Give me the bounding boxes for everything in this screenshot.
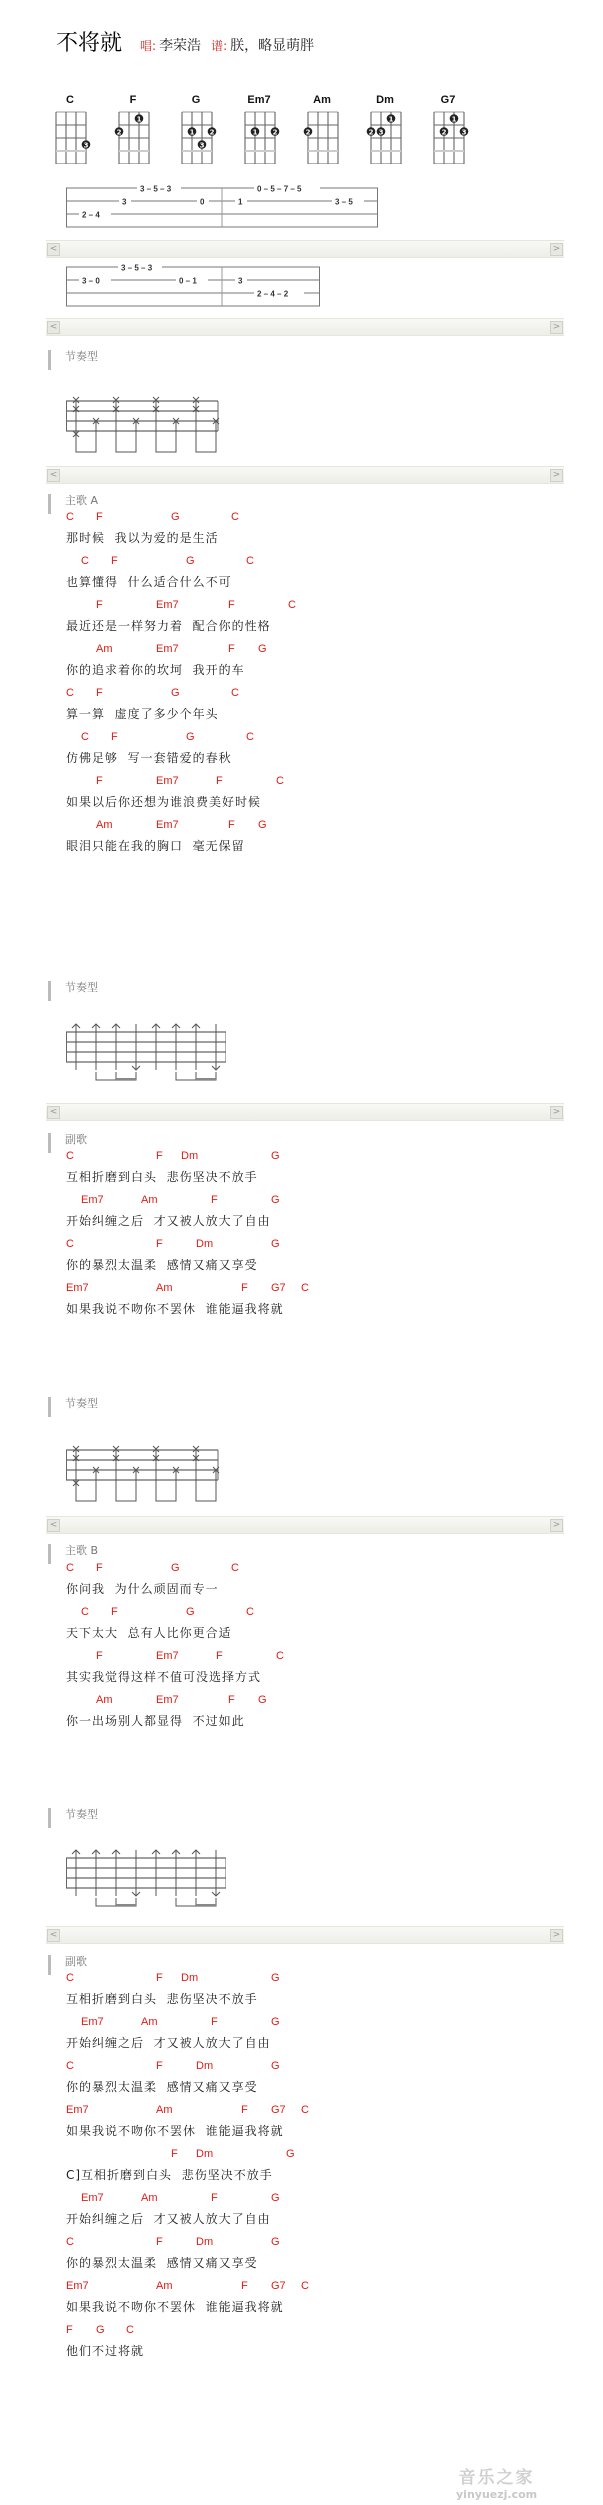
chord-am[interactable]: Am	[141, 2016, 158, 2028]
svg-text:0 – 5 – 7 – 5: 0 – 5 – 7 – 5	[257, 184, 302, 194]
chord-f[interactable]: F	[216, 1650, 223, 1662]
chord-g7[interactable]: G7	[271, 2104, 286, 2116]
chord-f[interactable]: F	[156, 1238, 163, 1250]
chord-line	[66, 775, 586, 793]
chord-line	[66, 687, 586, 705]
chord-line	[66, 1282, 586, 1300]
chord-g[interactable]: G	[271, 2016, 280, 2028]
chord-f[interactable]: F	[211, 1194, 218, 1206]
chord-am[interactable]: Am	[141, 1194, 158, 1206]
scroll-right-button[interactable]: >	[550, 469, 563, 482]
rhythm-pattern-strum	[66, 1022, 226, 1094]
chord-line	[66, 1972, 586, 1990]
chord-f[interactable]: F	[96, 687, 103, 699]
watermark-url: yinyuezj.com	[456, 2488, 538, 2501]
chord-f[interactable]: F	[96, 511, 103, 523]
chord-g7[interactable]: G7	[271, 2280, 286, 2292]
chord-em7[interactable]: Em7	[156, 775, 179, 787]
chord-name: G7	[440, 94, 456, 106]
rhythm-pattern-strum	[66, 1848, 226, 1920]
chord-c[interactable]: C	[288, 599, 296, 611]
chord-f[interactable]: F	[228, 1694, 235, 1706]
horizontal-scrollbar[interactable]	[46, 318, 564, 336]
chord-em7[interactable]: Em7	[66, 2104, 89, 2116]
chord-g[interactable]: G	[186, 555, 195, 567]
chord-line	[66, 1194, 586, 1212]
chord-c[interactable]: C	[246, 731, 254, 743]
horizontal-scrollbar[interactable]	[46, 240, 564, 258]
svg-text:3: 3	[461, 128, 467, 137]
chord-c[interactable]: C	[276, 775, 284, 787]
chord-em7[interactable]: Em7	[81, 1194, 104, 1206]
svg-text:2: 2	[305, 128, 311, 137]
svg-text:2 – 4 – 2: 2 – 4 – 2	[257, 289, 289, 299]
lyric-line: 眼泪只能在我的胸口 毫无保留	[66, 839, 245, 853]
scroll-right-button[interactable]: >	[550, 1519, 563, 1532]
chord-g[interactable]: G	[171, 511, 180, 523]
chord-dm[interactable]: Dm	[196, 2148, 214, 2160]
chord-line	[66, 1650, 586, 1668]
song-title: 不将就	[56, 31, 123, 56]
chord-line	[66, 599, 586, 617]
chord-g[interactable]: G	[186, 731, 195, 743]
svg-text:2: 2	[272, 128, 278, 137]
lyric-line: 开始纠缠之后 才又被人放大了自由	[66, 1214, 271, 1228]
tab-staff-2	[66, 263, 336, 307]
svg-text:3 – 5: 3 – 5	[335, 197, 353, 207]
singer-name[interactable]: 李荣浩	[159, 38, 202, 54]
scroll-left-button[interactable]: <	[47, 469, 60, 482]
chord-g[interactable]: G	[271, 1194, 280, 1206]
lyric-line: C]互相折磨到白头 悲伤坚决不放手	[66, 2168, 273, 2182]
chord-g[interactable]: G	[271, 1238, 280, 1250]
section-chorus-2: 副歌	[48, 1955, 87, 1975]
chord-c[interactable]: C	[246, 1606, 254, 1618]
chord-diagram-c	[50, 94, 90, 150]
scroll-left-button[interactable]: <	[47, 1106, 60, 1119]
chord-f[interactable]: F	[211, 2016, 218, 2028]
chord-g[interactable]: G	[271, 1150, 280, 1162]
horizontal-scrollbar[interactable]	[46, 1103, 564, 1121]
scroll-left-button[interactable]: <	[47, 1929, 60, 1942]
chorus-2-lyrics	[66, 1972, 586, 2368]
chord-f[interactable]: F	[241, 1282, 248, 1294]
svg-text:3 – 0: 3 – 0	[82, 276, 100, 286]
chord-line	[66, 731, 586, 749]
chord-f[interactable]: F	[96, 1650, 103, 1662]
chord-line	[66, 1150, 586, 1168]
chord-f[interactable]: F	[156, 1150, 163, 1162]
chord-c[interactable]: C	[81, 555, 89, 567]
chord-grid	[302, 108, 346, 164]
chord-line	[66, 2280, 586, 2298]
chord-dm[interactable]: Dm	[196, 2060, 214, 2072]
chord-g[interactable]: G	[271, 2192, 280, 2204]
chord-g[interactable]: G	[286, 2148, 295, 2160]
svg-text:2: 2	[368, 128, 374, 137]
chord-f[interactable]: F	[96, 1562, 103, 1574]
chord-am[interactable]: Am	[156, 2280, 173, 2292]
chord-name: Dm	[376, 94, 394, 106]
svg-text:1: 1	[451, 115, 457, 124]
svg-text:3: 3	[238, 276, 243, 286]
lyric-line: 仿佛足够 写一套错爱的春秋	[66, 751, 232, 765]
lyric-line: 他们不过将就	[66, 2344, 145, 2358]
chord-g7[interactable]: G7	[271, 1282, 286, 1294]
chord-em7[interactable]: Em7	[66, 2280, 89, 2292]
chord-f[interactable]: F	[96, 775, 103, 787]
chord-g[interactable]: G	[258, 643, 267, 655]
chord-em7[interactable]: Em7	[156, 1694, 179, 1706]
chord-dm[interactable]: Dm	[196, 2236, 214, 2248]
chord-em7[interactable]: Em7	[156, 1650, 179, 1662]
horizontal-scrollbar[interactable]	[46, 1516, 564, 1534]
section-rhythm-3: 节奏型	[48, 1397, 98, 1417]
chord-em7[interactable]: Em7	[156, 643, 179, 655]
chord-diagram-f	[113, 94, 153, 137]
chord-c[interactable]: C	[231, 511, 239, 523]
chord-c[interactable]: C	[301, 2280, 309, 2292]
chord-am[interactable]: Am	[141, 2192, 158, 2204]
chord-c[interactable]: C	[301, 2104, 309, 2116]
lyric-line: 如果我说不吻你不罢休 谁能逼我将就	[66, 2124, 284, 2138]
chord-line	[66, 2148, 586, 2166]
svg-text:0 – 1: 0 – 1	[179, 276, 197, 286]
chord-name: C	[66, 94, 74, 106]
watermark-cn: 音乐之家	[458, 2468, 535, 2488]
lyric-line: 互相折磨到白头 悲伤坚决不放手	[66, 1992, 258, 2006]
singer-label: 唱:	[140, 39, 157, 53]
chord-diagram-em7	[239, 94, 279, 137]
chord-f[interactable]: F	[241, 2280, 248, 2292]
chord-grid	[176, 108, 220, 164]
svg-text:3: 3	[122, 197, 127, 207]
svg-text:3: 3	[378, 128, 384, 137]
chord-g[interactable]: G	[258, 1694, 267, 1706]
chord-am[interactable]: Am	[96, 643, 113, 655]
chord-name: G	[191, 94, 201, 106]
lyric-line: 也算懂得 什么适合什么不可	[66, 575, 232, 589]
lyric-line: 你的暴烈太温柔 感情又痛又享受	[66, 2080, 258, 2094]
section-verse-b: 主歌 B	[48, 1544, 98, 1564]
chord-grid	[428, 108, 472, 164]
chord-f[interactable]: F	[171, 2148, 178, 2160]
chord-dm[interactable]: Dm	[196, 1238, 214, 1250]
chord-diagram-am	[302, 94, 342, 137]
tabber-label: 谱:	[211, 39, 228, 53]
svg-text:2: 2	[116, 128, 122, 137]
lyric-line: 你一出场别人都显得 不过如此	[66, 1714, 245, 1728]
tab-staff-1	[66, 184, 386, 228]
site-watermark	[456, 2463, 537, 2501]
lyric-line: 你的追求着你的坎坷 我开的车	[66, 663, 245, 677]
scroll-left-button[interactable]: <	[47, 1519, 60, 1532]
chord-am[interactable]: Am	[156, 2104, 173, 2116]
lyric-line: 你的暴烈太温柔 感情又痛又享受	[66, 1258, 258, 1272]
chord-c[interactable]: C	[231, 1562, 239, 1574]
scroll-right-button[interactable]: >	[550, 1106, 563, 1119]
chord-f[interactable]: F	[156, 2060, 163, 2072]
chord-em7[interactable]: Em7	[81, 2192, 104, 2204]
chord-am[interactable]: Am	[96, 1694, 113, 1706]
scroll-right-button[interactable]: >	[550, 321, 563, 334]
chord-c[interactable]: C	[246, 555, 254, 567]
chord-em7[interactable]: Em7	[156, 599, 179, 611]
svg-text:0: 0	[200, 197, 205, 207]
tabber-name[interactable]: 朕，略显萌胖	[230, 38, 315, 54]
song-header	[56, 26, 324, 57]
chord-am[interactable]: Am	[96, 819, 113, 831]
chorus-1-lyrics	[66, 1150, 586, 1326]
chord-grid	[239, 108, 283, 164]
lyric-line: 你问我 为什么顽固而专一	[66, 1582, 219, 1596]
scroll-right-button[interactable]: >	[550, 1929, 563, 1942]
chord-c[interactable]: C	[66, 1562, 74, 1574]
rhythm-pattern-pluck	[66, 1444, 226, 1502]
chord-grid	[50, 108, 94, 164]
chord-g[interactable]: G	[186, 1606, 195, 1618]
chord-c[interactable]: C	[276, 1650, 284, 1662]
svg-text:3: 3	[199, 141, 205, 150]
chord-g[interactable]: G	[271, 2236, 280, 2248]
section-verse-a: 主歌 A	[48, 494, 98, 514]
chord-line	[66, 1606, 586, 1624]
scroll-right-button[interactable]: >	[550, 243, 563, 256]
chord-c[interactable]: C	[231, 687, 239, 699]
chord-em7[interactable]: Em7	[156, 819, 179, 831]
lyric-line: 那时候 我以为爱的是生活	[66, 531, 219, 545]
lyric-line: 如果我说不吻你不罢休 谁能逼我将就	[66, 2300, 284, 2314]
lyric-line: 最近还是一样努力着 配合你的性格	[66, 619, 271, 633]
chord-f[interactable]: F	[66, 2324, 73, 2336]
lyric-line: 你的暴烈太温柔 感情又痛又享受	[66, 2256, 258, 2270]
chord-line	[66, 2104, 586, 2122]
scroll-left-button[interactable]: <	[47, 243, 60, 256]
chord-c[interactable]: C	[66, 1972, 74, 1984]
svg-text:2 – 4: 2 – 4	[82, 210, 100, 220]
chord-c[interactable]: C	[126, 2324, 134, 2336]
chord-f[interactable]: F	[241, 2104, 248, 2116]
lyric-line: 开始纠缠之后 才又被人放大了自由	[66, 2212, 271, 2226]
lyric-line: 开始纠缠之后 才又被人放大了自由	[66, 2036, 271, 2050]
chord-f[interactable]: F	[156, 1972, 163, 1984]
chord-line	[66, 819, 586, 837]
section-chorus-1: 副歌	[48, 1133, 87, 1153]
scroll-left-button[interactable]: <	[47, 321, 60, 334]
chord-g[interactable]: G	[96, 2324, 105, 2336]
chord-diagram-g7	[428, 94, 468, 137]
chord-line	[66, 1694, 586, 1712]
chord-line	[66, 2192, 586, 2210]
lyric-line: 算一算 虚度了多少个年头	[66, 707, 219, 721]
svg-text:1: 1	[136, 115, 142, 124]
chord-c[interactable]: C	[66, 2236, 74, 2248]
chord-c[interactable]: C	[81, 1606, 89, 1618]
chord-g[interactable]: G	[271, 1972, 280, 1984]
svg-text:2: 2	[441, 128, 447, 137]
chord-g[interactable]: G	[171, 687, 180, 699]
chord-am[interactable]: Am	[156, 1282, 173, 1294]
chord-line	[66, 2060, 586, 2078]
svg-text:1: 1	[189, 128, 195, 137]
section-rhythm-2: 节奏型	[48, 981, 98, 1001]
chord-f[interactable]: F	[111, 731, 118, 743]
chord-name: F	[129, 94, 137, 106]
chord-c[interactable]: C	[66, 687, 74, 699]
section-rhythm-1: 节奏型	[48, 350, 98, 370]
chord-f[interactable]: F	[211, 2192, 218, 2204]
chord-diagram-g	[176, 94, 216, 150]
chord-f[interactable]: F	[228, 643, 235, 655]
svg-text:3 – 5 – 3: 3 – 5 – 3	[140, 184, 172, 194]
chord-grid	[365, 108, 409, 164]
chord-f[interactable]: F	[216, 775, 223, 787]
chord-diagram-dm	[365, 94, 405, 137]
lyric-line: 互相折磨到白头 悲伤坚决不放手	[66, 1170, 258, 1184]
verse-b-lyrics	[66, 1562, 586, 1738]
chord-line	[66, 2324, 586, 2342]
svg-text:3: 3	[83, 141, 89, 150]
horizontal-scrollbar[interactable]	[46, 466, 564, 484]
chord-f[interactable]: F	[156, 2236, 163, 2248]
lyric-line: 天下太大 总有人比你更合适	[66, 1626, 232, 1640]
verse-a-lyrics	[66, 511, 586, 863]
chord-f[interactable]: F	[228, 819, 235, 831]
chord-f[interactable]: F	[111, 1606, 118, 1618]
chord-line	[66, 643, 586, 661]
chord-c[interactable]: C	[66, 1238, 74, 1250]
lyric-line: 其实我觉得这样不值可没选择方式	[66, 1670, 262, 1684]
svg-text:2: 2	[209, 128, 215, 137]
chord-line	[66, 555, 586, 573]
chord-f[interactable]: F	[228, 599, 235, 611]
rhythm-pattern-pluck	[66, 395, 226, 453]
chord-line	[66, 511, 586, 529]
chord-c[interactable]: C	[66, 1150, 74, 1162]
chord-g[interactable]: G	[171, 1562, 180, 1574]
lyric-line: 如果我说不吻你不罢休 谁能逼我将就	[66, 1302, 284, 1316]
svg-text:3 – 5 – 3: 3 – 5 – 3	[121, 263, 153, 273]
chord-dm[interactable]: Dm	[181, 1150, 199, 1162]
chord-line	[66, 2236, 586, 2254]
svg-text:1: 1	[238, 197, 243, 207]
chord-c[interactable]: C	[301, 1282, 309, 1294]
horizontal-scrollbar[interactable]	[46, 1926, 564, 1944]
svg-text:1: 1	[388, 115, 394, 124]
chord-name: Em7	[247, 94, 271, 106]
chord-g[interactable]: G	[258, 819, 267, 831]
chord-line	[66, 2016, 586, 2034]
chord-em7[interactable]: Em7	[66, 1282, 89, 1294]
chord-c[interactable]: C	[81, 731, 89, 743]
chord-grid	[113, 108, 157, 164]
chord-line	[66, 1238, 586, 1256]
chord-f[interactable]: F	[111, 555, 118, 567]
lyric-line: 如果以后你还想为谁浪费美好时候	[66, 795, 262, 809]
chord-line	[66, 1562, 586, 1580]
chord-c[interactable]: C	[66, 2060, 74, 2072]
chord-f[interactable]: F	[96, 599, 103, 611]
chord-c[interactable]: C	[66, 511, 74, 523]
chord-em7[interactable]: Em7	[81, 2016, 104, 2028]
chord-g[interactable]: G	[271, 2060, 280, 2072]
chord-name: Am	[313, 94, 331, 106]
section-rhythm-4: 节奏型	[48, 1808, 98, 1828]
chord-dm[interactable]: Dm	[181, 1972, 199, 1984]
svg-text:1: 1	[252, 128, 258, 137]
